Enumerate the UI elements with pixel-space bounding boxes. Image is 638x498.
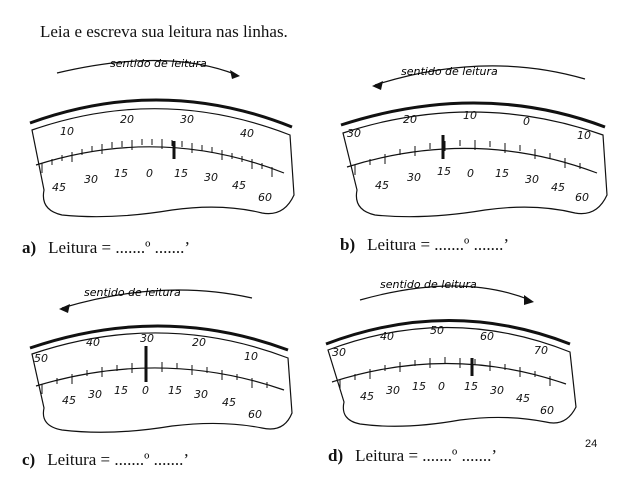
svg-text:15: 15 [464,380,478,393]
svg-text:40: 40 [86,336,100,349]
svg-text:20: 20 [192,336,206,349]
svg-text:60: 60 [248,408,262,421]
svg-text:60: 60 [480,330,494,343]
svg-text:0: 0 [438,380,445,393]
vernier-protractor-b [335,55,635,220]
svg-text:30: 30 [204,171,218,184]
svg-text:45: 45 [375,179,389,192]
svg-text:30: 30 [386,384,400,397]
svg-text:70: 70 [534,344,548,357]
svg-text:0: 0 [142,384,149,397]
answer-line-b[interactable]: b) Leitura = .......º .......’ [340,235,509,254]
svg-text:sentido de leitura: sentido de leitura [380,278,477,291]
svg-text:45: 45 [551,181,565,194]
svg-text:40: 40 [240,127,254,140]
svg-text:30: 30 [84,173,98,186]
svg-text:20: 20 [120,113,134,126]
svg-text:40: 40 [380,330,394,343]
answer-line-d[interactable]: d) Leitura = .......º .......’ [328,446,497,465]
svg-text:0: 0 [523,115,530,128]
svg-text:15: 15 [495,167,509,180]
svg-text:10: 10 [60,125,74,138]
svg-text:60: 60 [575,191,589,204]
svg-text:15: 15 [114,384,128,397]
svg-text:45: 45 [516,392,530,405]
svg-text:15: 15 [114,167,128,180]
svg-text:60: 60 [540,404,554,417]
svg-text:10: 10 [463,109,477,122]
svg-text:10: 10 [577,129,591,142]
svg-text:50: 50 [34,352,48,365]
svg-text:30: 30 [525,173,539,186]
vernier-protractor-c [22,278,322,438]
answer-line-a[interactable]: a) Leitura = .......º .......’ [22,238,191,257]
svg-text:45: 45 [52,181,66,194]
svg-text:30: 30 [88,388,102,401]
vernier-protractor-d [320,272,620,432]
svg-text:60: 60 [258,191,272,204]
answer-line-c[interactable]: c) Leitura = .......º .......’ [22,450,190,469]
svg-text:15: 15 [437,165,451,178]
svg-text:30: 30 [347,127,361,140]
svg-text:0: 0 [146,167,153,180]
svg-text:30: 30 [180,113,194,126]
svg-text:30: 30 [194,388,208,401]
svg-text:30: 30 [332,346,346,359]
direction-label: sentido de leitura [110,57,207,70]
svg-text:15: 15 [174,167,188,180]
svg-text:30: 30 [407,171,421,184]
svg-text:10: 10 [244,350,258,363]
svg-text:45: 45 [62,394,76,407]
svg-text:20: 20 [403,113,417,126]
page-number: 24 [585,438,598,450]
svg-text:30: 30 [140,332,154,345]
instruction-text: Leia e escreva sua leitura nas linhas. [40,22,288,41]
svg-text:15: 15 [168,384,182,397]
svg-text:sentido de leitura: sentido de leitura [401,65,498,78]
vernier-protractor-a [22,55,322,220]
svg-text:50: 50 [430,324,444,337]
svg-text:0: 0 [467,167,474,180]
svg-text:sentido de leitura: sentido de leitura [84,286,181,299]
svg-text:30: 30 [490,384,504,397]
svg-text:45: 45 [222,396,236,409]
svg-text:15: 15 [412,380,426,393]
svg-text:45: 45 [360,390,374,403]
svg-text:45: 45 [232,179,246,192]
